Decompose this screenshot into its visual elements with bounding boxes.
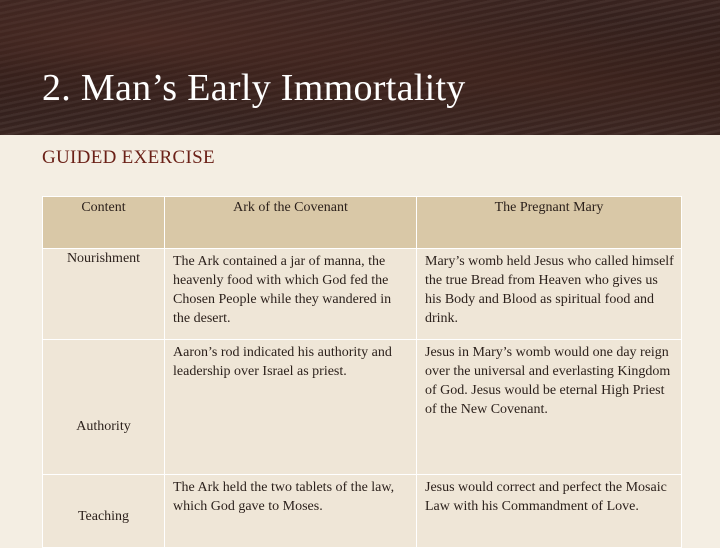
row-label-authority: Authority xyxy=(43,340,165,475)
ark-cell: The Ark contained a jar of manna, the heavenly food with which God fed the Chosen People while they wandered in the desert. xyxy=(165,249,417,340)
table-row xyxy=(43,249,682,340)
header-ark: Ark of the Covenant xyxy=(165,197,417,249)
mary-cell: Mary’s womb held Jesus who called himself the true Bread from Heaven who gives us his Body and Blood as spiritual food and drink. xyxy=(417,249,682,340)
mary-cell: Jesus would correct and perfect the Mosaic Law with his Commandment of Love. xyxy=(417,475,682,548)
title-banner xyxy=(0,0,720,135)
table-row xyxy=(43,340,682,475)
slide-title: 2. Man’s Early Immortality xyxy=(42,67,466,109)
comparison-table xyxy=(42,196,682,548)
ark-cell: Aaron’s rod indicated his authority and leadership over Israel as priest. xyxy=(165,340,417,475)
table-row xyxy=(43,475,682,548)
header-content: Content xyxy=(43,197,165,249)
mary-cell: Jesus in Mary’s womb would one day reign over the universal and everlasting Kingdom of God. Jesus would be eternal High Priest of the New Covenant. xyxy=(417,340,682,475)
section-subtitle: GUIDED EXERCISE xyxy=(42,147,215,168)
header-row xyxy=(43,197,682,249)
ark-cell: The Ark held the two tablets of the law, which God gave to Moses. xyxy=(165,475,417,548)
row-label-teaching: Teaching xyxy=(43,475,165,548)
row-label-nourishment: Nourishment xyxy=(43,249,165,340)
header-mary: The Pregnant Mary xyxy=(417,197,682,249)
